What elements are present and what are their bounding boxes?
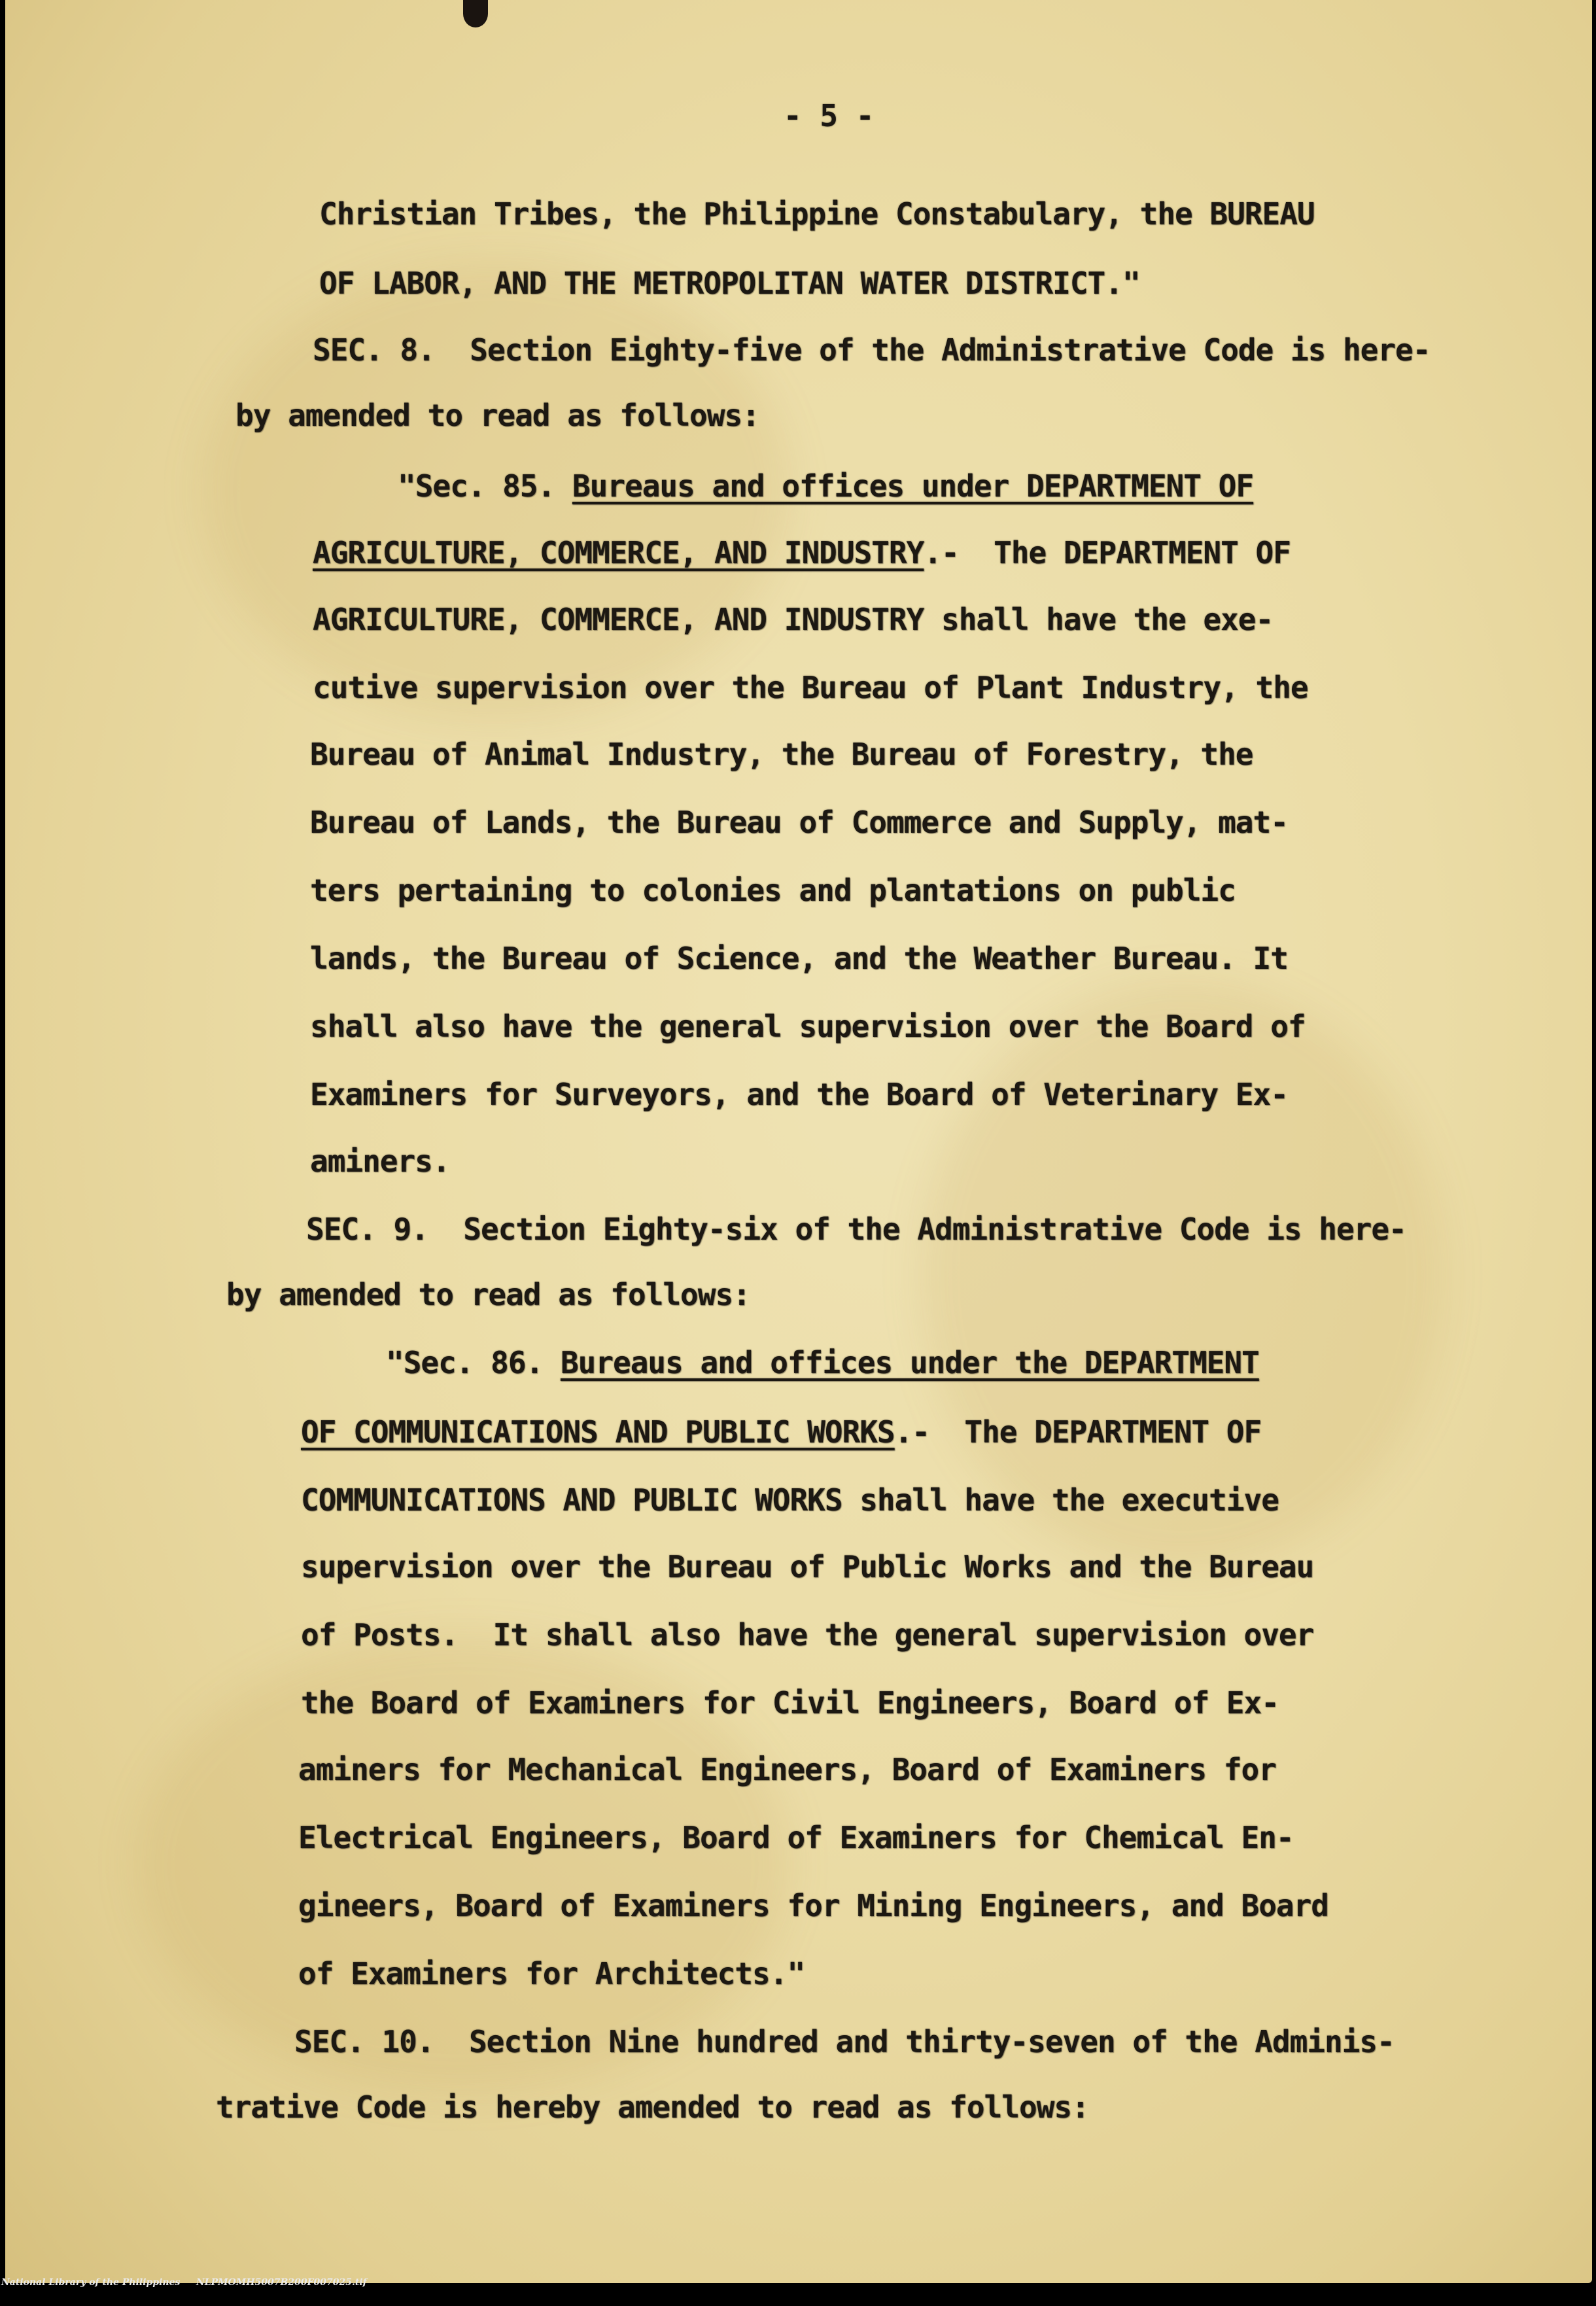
text-line: Christian Tribes, the Philippine Constabulary, the BUREAU (319, 196, 1315, 232)
text-line: "Sec. 85. (398, 468, 572, 504)
text-line: Bureau of Lands, the Bureau of Commerce and Supply, mat- (310, 805, 1288, 840)
library-credit: National Library of the Philippines (1, 2277, 181, 2288)
text-line: the Board of Examiners for Civil Engineers, Board of Ex- (301, 1685, 1279, 1721)
text-line: of Examiners for Architects." (298, 1956, 805, 1991)
text-line: .- The DEPARTMENT OF (894, 1414, 1262, 1450)
text-line: SEC. 9. Section Eighty-six of the Administrative Code is here- (306, 1212, 1406, 1247)
text-line: by amended to read as follows: (235, 398, 759, 433)
underlined-heading: AGRICULTURE, COMMERCE, AND INDUSTRY (313, 535, 924, 570)
text-line: gineers, Board of Examiners for Mining Engineers, and Board (298, 1888, 1328, 1923)
text-line: lands, the Bureau of Science, and the Weather Bureau. It (310, 941, 1288, 976)
text-line: OF LABOR, AND THE METROPOLITAN WATER DISTRICT." (319, 266, 1140, 301)
section-heading-86-cont (301, 1414, 1262, 1450)
text-line: shall also have the general supervision over the Board of (310, 1009, 1306, 1044)
underlined-heading: Bureaus and offices under DEPARTMENT OF (572, 468, 1254, 504)
scan-footer (0, 2275, 1596, 2290)
text-line: supervision over the Bureau of Public Works and the Bureau (301, 1549, 1314, 1584)
text-line: aminers. (310, 1144, 450, 1179)
text-line: cutive supervision over the Bureau of Plant Industry, the (313, 670, 1308, 705)
underlined-heading: OF COMMUNICATIONS AND PUBLIC WORKS (301, 1414, 895, 1450)
punch-hole (463, 0, 488, 27)
section-heading-85-cont (313, 535, 1291, 570)
text-line: "Sec. 86. (386, 1345, 561, 1380)
text-line: AGRICULTURE, COMMERCE, AND INDUSTRY shall have the exe- (313, 602, 1274, 637)
file-name: NLPMOMH5007B200F007025.tif (196, 2277, 367, 2288)
text-line: .- The DEPARTMENT OF (924, 535, 1291, 570)
text-line: SEC. 8. Section Eighty-five of the Administrative Code is here- (313, 332, 1431, 368)
text-line: COMMUNICATIONS AND PUBLIC WORKS shall have the executive (301, 1482, 1279, 1518)
text-line: Bureau of Animal Industry, the Bureau of Forestry, the (310, 737, 1253, 772)
text-line: Electrical Engineers, Board of Examiners for Chemical En- (298, 1820, 1294, 1855)
text-line: Examiners for Surveyors, and the Board of Veterinary Ex- (310, 1077, 1288, 1112)
document-page (5, 0, 1592, 2283)
text-line: of Posts. It shall also have the general supervision over (301, 1617, 1314, 1652)
section-heading-86 (386, 1345, 1259, 1380)
page-number: - 5 - (784, 98, 875, 133)
text-line: ters pertaining to colonies and plantations on public (310, 873, 1236, 908)
paper-stain (921, 981, 1444, 1570)
text-line: SEC. 10. Section Nine hundred and thirty-seven of the Adminis- (294, 2024, 1395, 2059)
text-line: by amended to read as follows: (226, 1277, 750, 1312)
text-line: aminers for Mechanical Engineers, Board of Examiners for (298, 1752, 1276, 1787)
text-line: trative Code is hereby amended to read as follows: (216, 2089, 1089, 2125)
section-heading-85 (398, 468, 1254, 504)
underlined-heading: Bureaus and offices under the DEPARTMENT (560, 1345, 1259, 1380)
